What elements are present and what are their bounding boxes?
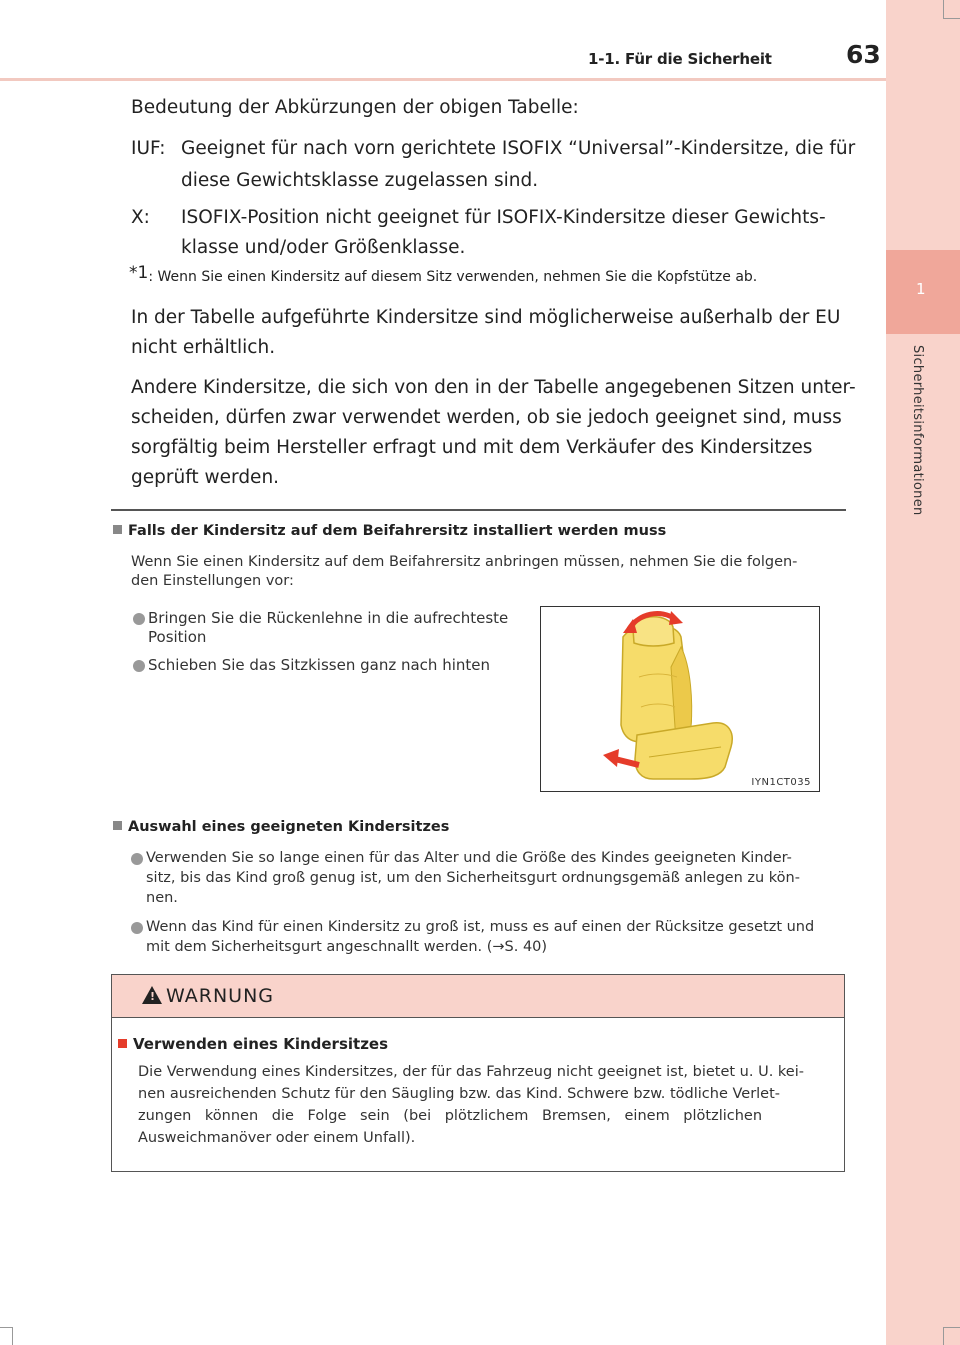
bullet-dot-icon bbox=[133, 613, 145, 625]
para1-line1: In der Tabelle aufgeführte Kindersitze sind möglicherweise außerhalb der EU bbox=[131, 307, 841, 328]
section1-body-line2: den Einstellungen vor: bbox=[131, 573, 294, 589]
warning-line2: nen ausreichenden Schutz für den Säugling bzw. das Kind. Schwere bzw. tödliche Verlet- bbox=[138, 1086, 781, 1102]
warning-line3: zungen können die Folge sein (bei plötzlichem Bremsen, einem plötzlichen bbox=[138, 1108, 763, 1124]
crop-mark bbox=[943, 18, 960, 19]
warning-header bbox=[112, 975, 844, 1018]
section2-bullet1-line3: nen. bbox=[146, 890, 178, 906]
seat-illustration bbox=[540, 606, 820, 792]
section2-title: Auswahl eines geeigneten Kindersitzes bbox=[113, 819, 449, 835]
section2-bullet1-line2: sitz, bis das Kind groß genug ist, um den Sicherheitsgurt ordnungsgemäß anlegen zu kön- bbox=[146, 870, 800, 886]
crop-mark bbox=[943, 1327, 960, 1328]
section2-bullet2-line1: Wenn das Kind für einen Kindersitz zu groß ist, muss es auf einen der Rücksitze gesetzt und bbox=[146, 919, 815, 935]
section1-bullet2: Schieben Sie das Sitzkissen ganz nach hinten bbox=[148, 656, 490, 674]
para2-line1: Andere Kindersitze, die sich von den in der Tabelle angegebenen Sitzen unter- bbox=[131, 377, 856, 398]
crop-mark bbox=[0, 1327, 13, 1328]
warning-item-title: Verwenden eines Kindersitzes bbox=[118, 1035, 388, 1053]
para2-line2: scheiden, dürfen zwar verwendet werden, ob sie jedoch geeignet sind, muss bbox=[131, 407, 842, 428]
chapter-tab[interactable] bbox=[886, 250, 960, 334]
chapter-number: 1 bbox=[916, 280, 926, 298]
crop-mark bbox=[12, 1327, 13, 1345]
bullet-dot-icon bbox=[131, 853, 143, 865]
bullet-dot-icon bbox=[133, 660, 145, 672]
section2-bullet1-line1: Verwenden Sie so lange einen für das Alter und die Größe des Kindes geeigneten Kinder- bbox=[146, 850, 792, 866]
para2-line3: sorgfältig beim Hersteller erfragt und mit dem Verkäufer des Kindersitzes bbox=[131, 437, 813, 458]
section1-bullet1-line1: Bringen Sie die Rückenlehne in die aufrechteste bbox=[148, 609, 509, 627]
square-bullet-icon bbox=[113, 525, 122, 534]
warning-box bbox=[111, 974, 845, 1172]
running-header: 1-1. Für die Sicherheit bbox=[588, 50, 772, 68]
abbrev-intro: Bedeutung der Abkürzungen der obigen Tabelle: bbox=[131, 97, 579, 118]
abbrev-iuf-line1: Geeignet für nach vorn gerichtete ISOFIX “Universal”-Kindersitze, die für bbox=[181, 138, 856, 159]
section2-bullet2-line2: mit dem Sicherheitsgurt angeschnallt werden. (→S. 40) bbox=[146, 939, 548, 955]
figure-code: IYN1CT035 bbox=[751, 777, 811, 788]
abbrev-x-line2: klasse und/oder Größenklasse. bbox=[181, 237, 466, 258]
square-bullet-icon bbox=[113, 821, 122, 830]
abbrev-x-line1: ISOFIX-Position nicht geeignet für ISOFIX-Kindersitze dieser Gewichts- bbox=[181, 207, 826, 228]
car-seat-icon bbox=[541, 607, 819, 791]
crop-mark bbox=[943, 0, 944, 18]
header-rule bbox=[0, 78, 886, 81]
warning-title: WARNUNG bbox=[166, 985, 275, 1007]
para1-line2: nicht erhältlich. bbox=[131, 337, 276, 358]
crop-mark bbox=[943, 1327, 944, 1345]
abbrev-key-iuf: IUF: bbox=[131, 138, 166, 159]
page-number: 63 bbox=[846, 40, 881, 69]
section1-bullet1-line2: Position bbox=[148, 628, 207, 646]
abbrev-iuf-line2: diese Gewichtsklasse zugelassen sind. bbox=[181, 170, 539, 191]
footnote: *1: Wenn Sie einen Kindersitz auf diesem Sitz verwenden, nehmen Sie die Kopfstütze ab. bbox=[129, 263, 758, 285]
side-tab bbox=[886, 0, 960, 1345]
warning-line4: Ausweichmanöver oder einem Unfall). bbox=[138, 1130, 416, 1146]
section1-body-line1: Wenn Sie einen Kindersitz auf dem Beifahrersitz anbringen müssen, nehmen Sie die folgen- bbox=[131, 554, 798, 570]
warning-triangle-icon: ! bbox=[142, 986, 162, 1004]
abbrev-key-x: X: bbox=[131, 207, 150, 228]
red-square-bullet-icon bbox=[118, 1039, 127, 1048]
para2-line4: geprüft werden. bbox=[131, 467, 280, 488]
chapter-title-vertical: Sicherheitsinformationen bbox=[910, 345, 925, 516]
section1-title: Falls der Kindersitz auf dem Beifahrersitz installiert werden muss bbox=[113, 523, 666, 539]
bullet-dot-icon bbox=[131, 922, 143, 934]
warning-line1: Die Verwendung eines Kindersitzes, der für das Fahrzeug nicht geeignet ist, bietet u. U. kei- bbox=[138, 1064, 804, 1080]
section-divider bbox=[111, 509, 846, 511]
